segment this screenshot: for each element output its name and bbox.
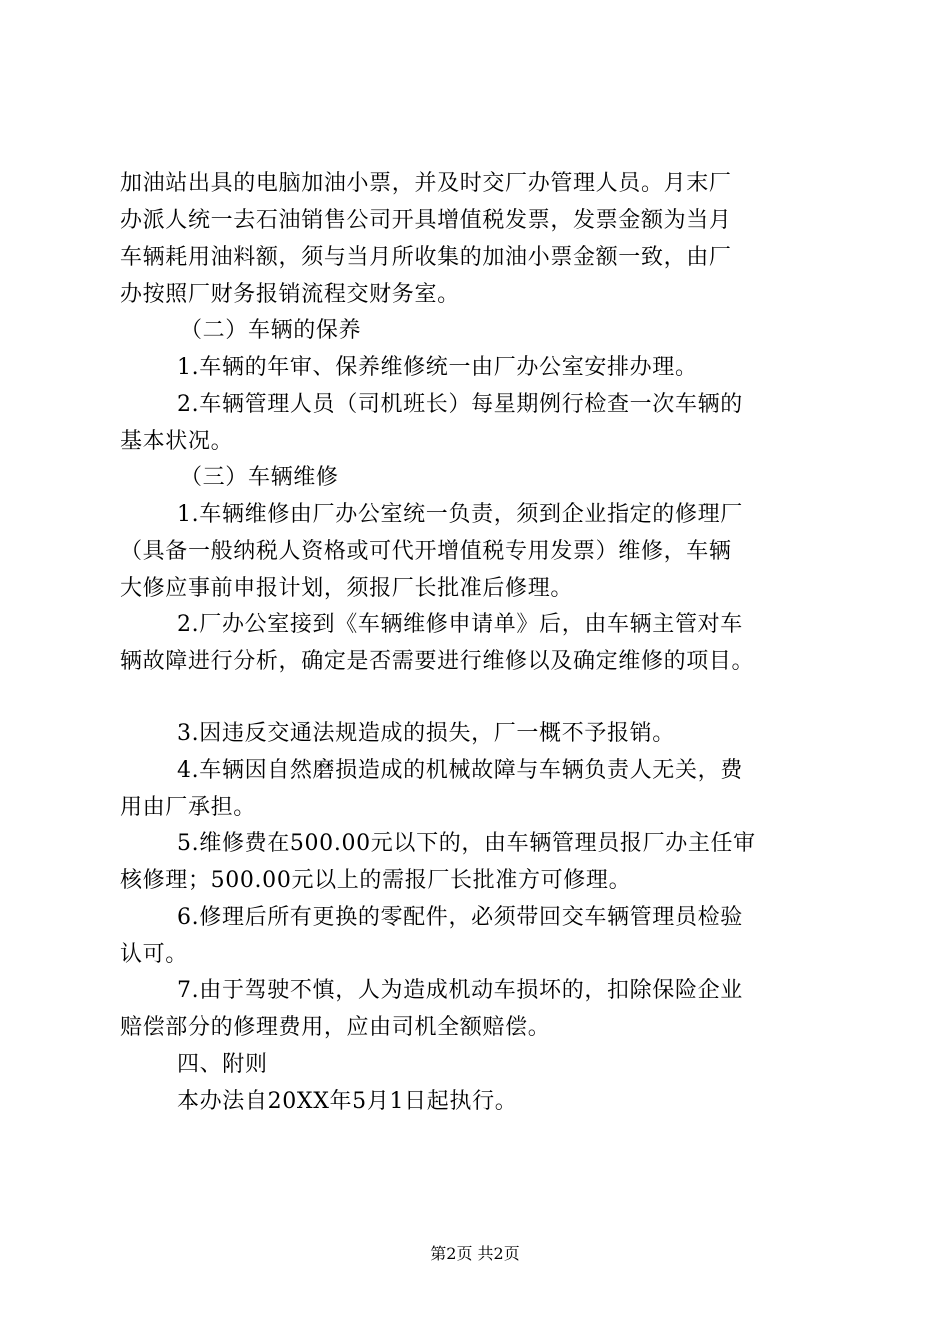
text-line: 用由厂承担。	[120, 795, 256, 820]
text-line: 赔偿部分的修理费用，应由司机全额赔偿。	[120, 1015, 551, 1040]
text-line: 1.车辆的年审、保养维修统一由厂办公室安排办理。	[177, 355, 698, 380]
document-body	[120, 170, 835, 1114]
text-line: 辆故障进行分析，确定是否需要进行维修以及确定维修的项目。	[120, 649, 755, 674]
text-line: 1.车辆维修由厂办公室统一负责，须到企业指定的修理厂	[177, 502, 743, 527]
text-line: 办派人统一去石油销售公司开具增值税发票，发票金额为当月	[120, 208, 732, 233]
text-line: 办按照厂财务报销流程交财务室。	[120, 282, 460, 307]
section-heading: 四、附则	[177, 1052, 268, 1077]
text-line: 6.修理后所有更换的零配件，必须带回交车辆管理员检验	[177, 905, 743, 930]
text-line: 4.车辆因自然磨损造成的机械故障与车辆负责人无关，费	[177, 758, 743, 783]
text-line: 基本状况。	[120, 429, 234, 454]
text-line: 2.厂办公室接到《车辆维修申请单》后，由车辆主管对车	[177, 612, 743, 637]
text-line: 2.车辆管理人员（司机班长）每星期例行检查一次车辆的	[177, 392, 743, 417]
text-line: 加油站出具的电脑加油小票，并及时交厂办管理人员。月末厂	[120, 171, 732, 196]
text-line: （具备一般纳税人资格或可代开增值税专用发票）维修，车辆	[120, 539, 732, 564]
text-line: 本办法自20XX年5月1日起执行。	[177, 1089, 518, 1114]
text-line: 认可。	[120, 942, 188, 967]
section-heading: （二）车辆的保养	[180, 318, 362, 343]
text-line: 7.由于驾驶不慎，人为造成机动车损坏的，扣除保险企业	[177, 978, 743, 1003]
text-line: 车辆耗用油料额，须与当月所收集的加油小票金额一致，由厂	[120, 245, 732, 270]
text-line: 核修理；500.00元以上的需报厂长批准方可修理。	[120, 868, 632, 893]
section-heading: （三）车辆维修	[180, 465, 339, 490]
text-line: 3.因违反交通法规造成的损失，厂一概不予报销。	[177, 721, 675, 746]
text-line: 5.维修费在500.00元以下的，由车辆管理员报厂办主任审	[177, 831, 756, 856]
page-footer: 第2页 共2页	[430, 1244, 520, 1263]
text-line: 大修应事前申报计划，须报厂长批准后修理。	[120, 576, 574, 601]
